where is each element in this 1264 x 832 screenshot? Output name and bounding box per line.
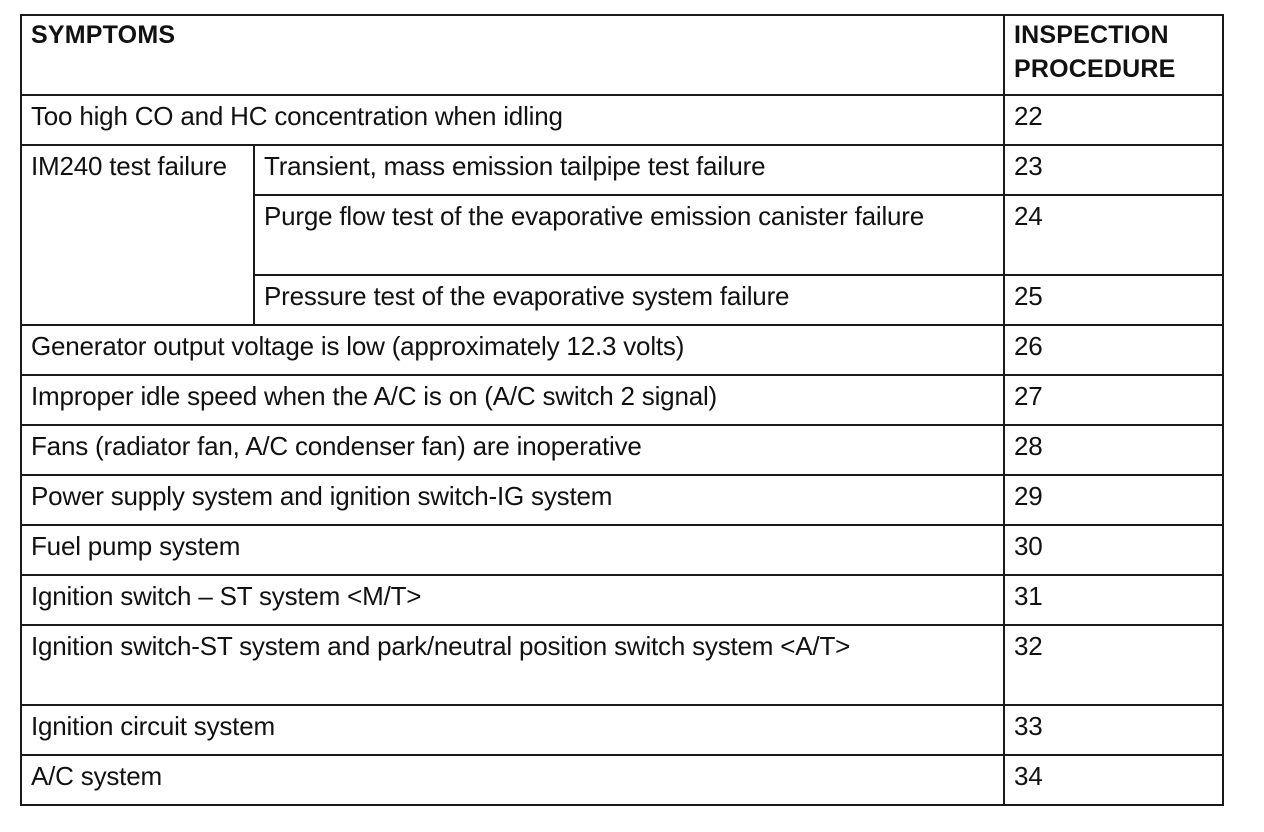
procedure-number: 24 xyxy=(1014,201,1043,231)
procedure-cell xyxy=(1004,325,1223,375)
table-row xyxy=(21,705,1223,755)
table-row xyxy=(21,325,1223,375)
symptom-text: Power supply system and ignition switch-IG system xyxy=(31,481,613,511)
group-cell xyxy=(21,145,254,325)
procedure-cell xyxy=(1004,425,1223,475)
symptom-cell xyxy=(21,375,1004,425)
procedure-cell xyxy=(1004,145,1223,195)
symptom-cell xyxy=(254,195,1004,275)
procedure-cell xyxy=(1004,625,1223,705)
procedure-number: 34 xyxy=(1014,761,1043,791)
symptom-text: Fuel pump system xyxy=(31,531,241,561)
symptom-cell xyxy=(254,145,1004,195)
header-procedure-line1: INSPECTION xyxy=(1014,21,1169,49)
symptom-cell xyxy=(21,705,1004,755)
procedure-number: 32 xyxy=(1014,631,1043,661)
symptom-cell xyxy=(21,755,1004,805)
symptoms-table xyxy=(20,14,1224,806)
procedure-cell xyxy=(1004,475,1223,525)
table-row xyxy=(21,625,1223,705)
symptom-text: Too high CO and HC concentration when idling xyxy=(31,101,563,131)
procedure-number: 27 xyxy=(1014,381,1043,411)
group-label: IM240 test failure xyxy=(31,151,227,181)
table-row xyxy=(21,475,1223,525)
symptom-cell xyxy=(21,425,1004,475)
symptom-text: Ignition circuit system xyxy=(31,711,275,741)
procedure-cell xyxy=(1004,275,1223,325)
symptom-cell xyxy=(254,275,1004,325)
procedure-cell xyxy=(1004,195,1223,275)
procedure-number: 26 xyxy=(1014,331,1043,361)
symptom-cell xyxy=(21,475,1004,525)
header-row xyxy=(21,15,1223,95)
procedure-number: 30 xyxy=(1014,531,1043,561)
table-row xyxy=(21,375,1223,425)
procedure-cell xyxy=(1004,375,1223,425)
table-row xyxy=(21,525,1223,575)
symptom-cell xyxy=(21,575,1004,625)
header-symptoms xyxy=(21,15,1004,95)
symptom-text: A/C system xyxy=(31,761,162,791)
header-inspection-procedure xyxy=(1004,15,1223,95)
symptom-text: Purge flow test of the evaporative emission canister failure xyxy=(264,201,925,231)
symptom-text: Generator output voltage is low (approximately 12.3 volts) xyxy=(31,331,685,361)
header-procedure-line2: PROCEDURE xyxy=(1014,55,1176,83)
table-row xyxy=(21,145,1223,195)
procedure-cell xyxy=(1004,705,1223,755)
procedure-number: 28 xyxy=(1014,431,1043,461)
procedure-number: 23 xyxy=(1014,151,1043,181)
procedure-number: 33 xyxy=(1014,711,1043,741)
procedure-number: 22 xyxy=(1014,101,1043,131)
symptom-text: Pressure test of the evaporative system failure xyxy=(264,281,790,311)
procedure-cell xyxy=(1004,95,1223,145)
symptom-text: Ignition switch – ST system <M/T> xyxy=(31,581,422,611)
symptom-cell xyxy=(21,325,1004,375)
symptom-text: Fans (radiator fan, A/C condenser fan) are inoperative xyxy=(31,431,642,461)
symptom-text: Improper idle speed when the A/C is on (A/C switch 2 signal) xyxy=(31,381,718,411)
symptom-cell xyxy=(21,525,1004,575)
procedure-number: 29 xyxy=(1014,481,1043,511)
header-symptoms-label: SYMPTOMS xyxy=(31,21,176,49)
procedure-cell xyxy=(1004,525,1223,575)
table-row xyxy=(21,425,1223,475)
symptom-text: Transient, mass emission tailpipe test failure xyxy=(264,151,766,181)
symptom-text: Ignition switch-ST system and park/neutral position switch system <A/T> xyxy=(31,631,851,661)
table-row xyxy=(21,575,1223,625)
table-row xyxy=(21,95,1223,145)
procedure-cell xyxy=(1004,575,1223,625)
procedure-cell xyxy=(1004,755,1223,805)
procedure-number: 31 xyxy=(1014,581,1043,611)
symptom-cell xyxy=(21,95,1004,145)
procedure-number: 25 xyxy=(1014,281,1043,311)
symptom-cell xyxy=(21,625,1004,705)
table-row xyxy=(21,755,1223,805)
